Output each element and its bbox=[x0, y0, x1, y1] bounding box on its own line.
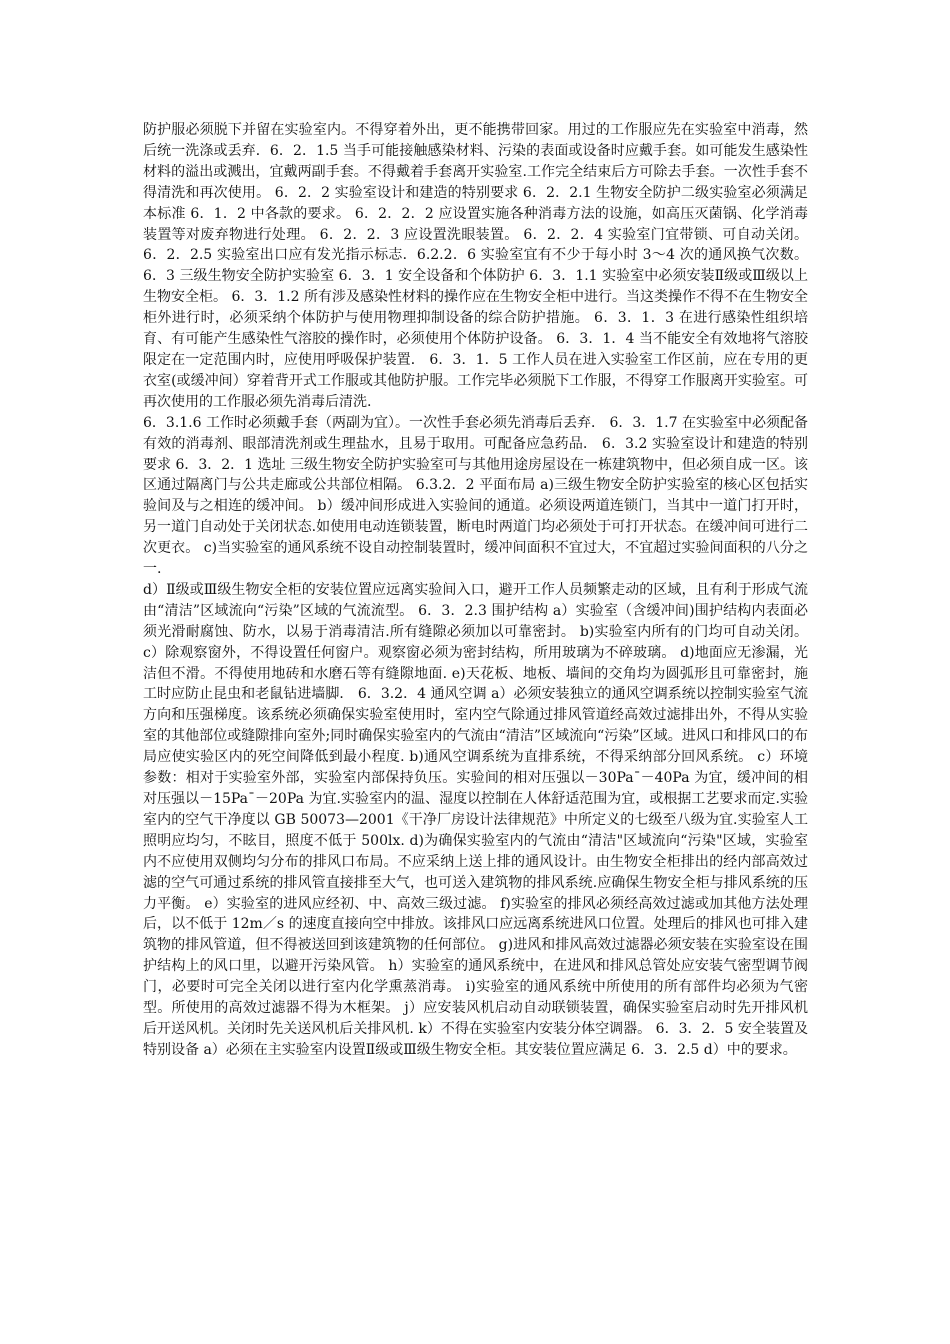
paragraph: 防护服必须脱下并留在实验室内。不得穿着外出，更不能携带回家。用过的工作服应先在实验室中消毒，然后统一洗涤或丢弃．6．2．1.5 当手可能接触感染材料、污染的表面或设备时应戴手套。如可能发生感染性材料的溢出或溅出，宜戴两副手套。不得戴着手套离开实验室.工作完全结束后方可除去手套。一次性手套不得清洗和再次使用。 6．2．2 实验室设计和建造的特别要求 6．2．2.1 生物安全防护二级实验室必须满足本标准 6．1．2 中各款的要求。 6．2．2．2 应设置实施各种消毒方法的设施，如高压灭菌锅、化学消毒装置等对废弃物进行处理。 6．2．2．3 应设置洗眼装置。 6．2．2．4 实验室门宜带锁、可自动关闭。 6．2．2.5 实验室出口应有发光指示标志．6.2.2．6 实验室宜有不少于每小时 3～4 次的通风换气次数。 6．3 三级生物安全防护实验室 6．3．1 安全设备和个体防护 6．3．1.1 实验室中必须安装Ⅱ级或Ⅲ级以上生物安全柜。 6．3．1.2 所有涉及感染性材料的操作应在生物安全柜中进行。当这类操作不得不在生物安全柜外进行时，必须采纳个体防护与使用物理抑制设备的综合防护措施。 6．3．1．3 在进行感染性组织培育、有可能产生感染性气溶胶的操作时，必须使用个体防护设备。 6．3．1．4 当不能安全有效地将气溶胶限定在一定范围内时，应使用呼吸保护装置． 6．3．1．5 工作人员在进入实验室工作区前，应在专用的更衣室(或缓冲间）穿着背开式工作服或其他防护服。工作完毕必须脱下工作服，不得穿工作服离开实验室。可再次使用的工作服必须先消毒后清洗. bbox=[143, 122, 813, 410]
paragraph: 6．3.1.6 工作时必须戴手套（两副为宜）。一次性手套必须先消毒后丢弃． 6．3．1.7 在实验室中必须配备有效的消毒剂、眼部清洗剂或生理盐水，且易于取用。可配备应急药品． 6．3.2 实验室设计和建造的特别要求 6．3．2．1 选址 三级生物安全防护实验室可与其他用途房屋设在一栋建筑物中，但必须自成一区。该区通过隔离门与公共走廊或公共部位相隔。 6.3.2．2 平面布局 a)三级生物安全防护实验室的核心区包括实验间及与之相连的缓冲间。 b）缓冲间形成进入实验间的通道。必须设两道连锁门，当其中一道门打开时，另一道门自动处于关闭状态.如使用电动连锁装置，断电时两道门均必须处于可打开状态。在缓冲间可进行二次更衣。 c)当实验室的通风系统不设自动控制装置时，缓冲间面积不宜过大，不宜超过实验间面积的八分之一. bbox=[143, 414, 808, 578]
document-body bbox=[143, 120, 813, 1061]
paragraph: d）Ⅱ级或Ⅲ级生物安全柜的安装位置应远离实验间入口，避开工作人员频繁走动的区域，且有利于形成气流由“清洁”区域流向“污染”区域的气流流型。 6．3．2.3 围护结构 a）实验室（含缓冲间)围护结构内表面必须光滑耐腐蚀、防水，以易于消毒清洁.所有缝隙必须加以可靠密封。 b)实验室内所有的门均可自动关闭。 c）除观察窗外，不得设置任何窗户。观察窗必须为密封结构，所用玻璃为不碎玻璃。 d)地面应无渗漏，光洁但不滑。不得使用地砖和水磨石等有缝隙地面. e)天花板、地板、墙间的交角均为圆弧形且可靠密封，施工时应防止昆虫和老鼠钻进墙脚． 6．3.2．4 通风空调 a）必须安装独立的通风空调系统以控制实验室气流方向和压强梯度。该系统必须确保实验室使用时，室内空气除通过排风管道经高效过滤排出外，不得从实验室的其他部位或缝隙排向室外;同时确保实验室内的气流由“清洁”区域流向“污染”区域。进风口和排风口的布局应使实验区内的死空间降低到最小程度. b)通风空调系统为直排系统，不得采纳部分回风系统。 c）环境参数：相对于实验室外部，实验室内部保持负压。实验间的相对压强以－30Pa¯－40Pa 为宜，缓冲间的相对压强以－15Pa¯－20Pa 为宜.实验室内的温、湿度以控制在人体舒适范围为宜，或根据工艺要求而定.实验室内的空气干净度以 GB 50073—2001《干净厂房设计法律规范》中所定义的七级至八级为宜.实验室人工照明应均匀，不眩目，照度不低于 500lx. d)为确保实验室内的气流由“清洁"区域流向“污染"区域，实验室内不应使用双侧均匀分布的排风口布局。不应采纳上送上排的通风设计。由生物安全柜排出的经内部高效过滤的空气可通过系统的排风管直接排至大气，也可送入建筑物的排风系统.应确保生物安全柜与排风系统的压力平衡。 e）实验室的进风应经初、中、高效三级过滤。 f)实验室的排风必须经高效过滤或加其他方法处理后，以不低于 12m／s 的速度直接向空中排放。该排风口应远离系统进风口位置。处理后的排风也可排入建筑物的排风管道，但不得被送回到该建筑物的任何部位。 g)进风和排风高效过滤器必须安装在实验室设在围护结构上的风口里，以避开污染风管。 h）实验室的通风系统中，在进风和排风总管处应安装气密型调节阀门，必要时可完全关闭以进行室内化学熏蒸消毒。 i)实验室的通风系统中所使用的所有部件均必须为气密型。所使用的高效过滤器不得为木框架。 j）应安装风机启动自动联锁装置，确保实验室启动时先开排风机后开送风机。关闭时先关送风机后关排风机. k）不得在实验室内安装分体空调器。 6．3．2．5 安全装置及特别设备 a）必须在主实验室内设置Ⅱ级或Ⅲ级生物安全柜。其安装位置应满足 6．3．2.5 d）中的要求。 bbox=[143, 581, 813, 1058]
